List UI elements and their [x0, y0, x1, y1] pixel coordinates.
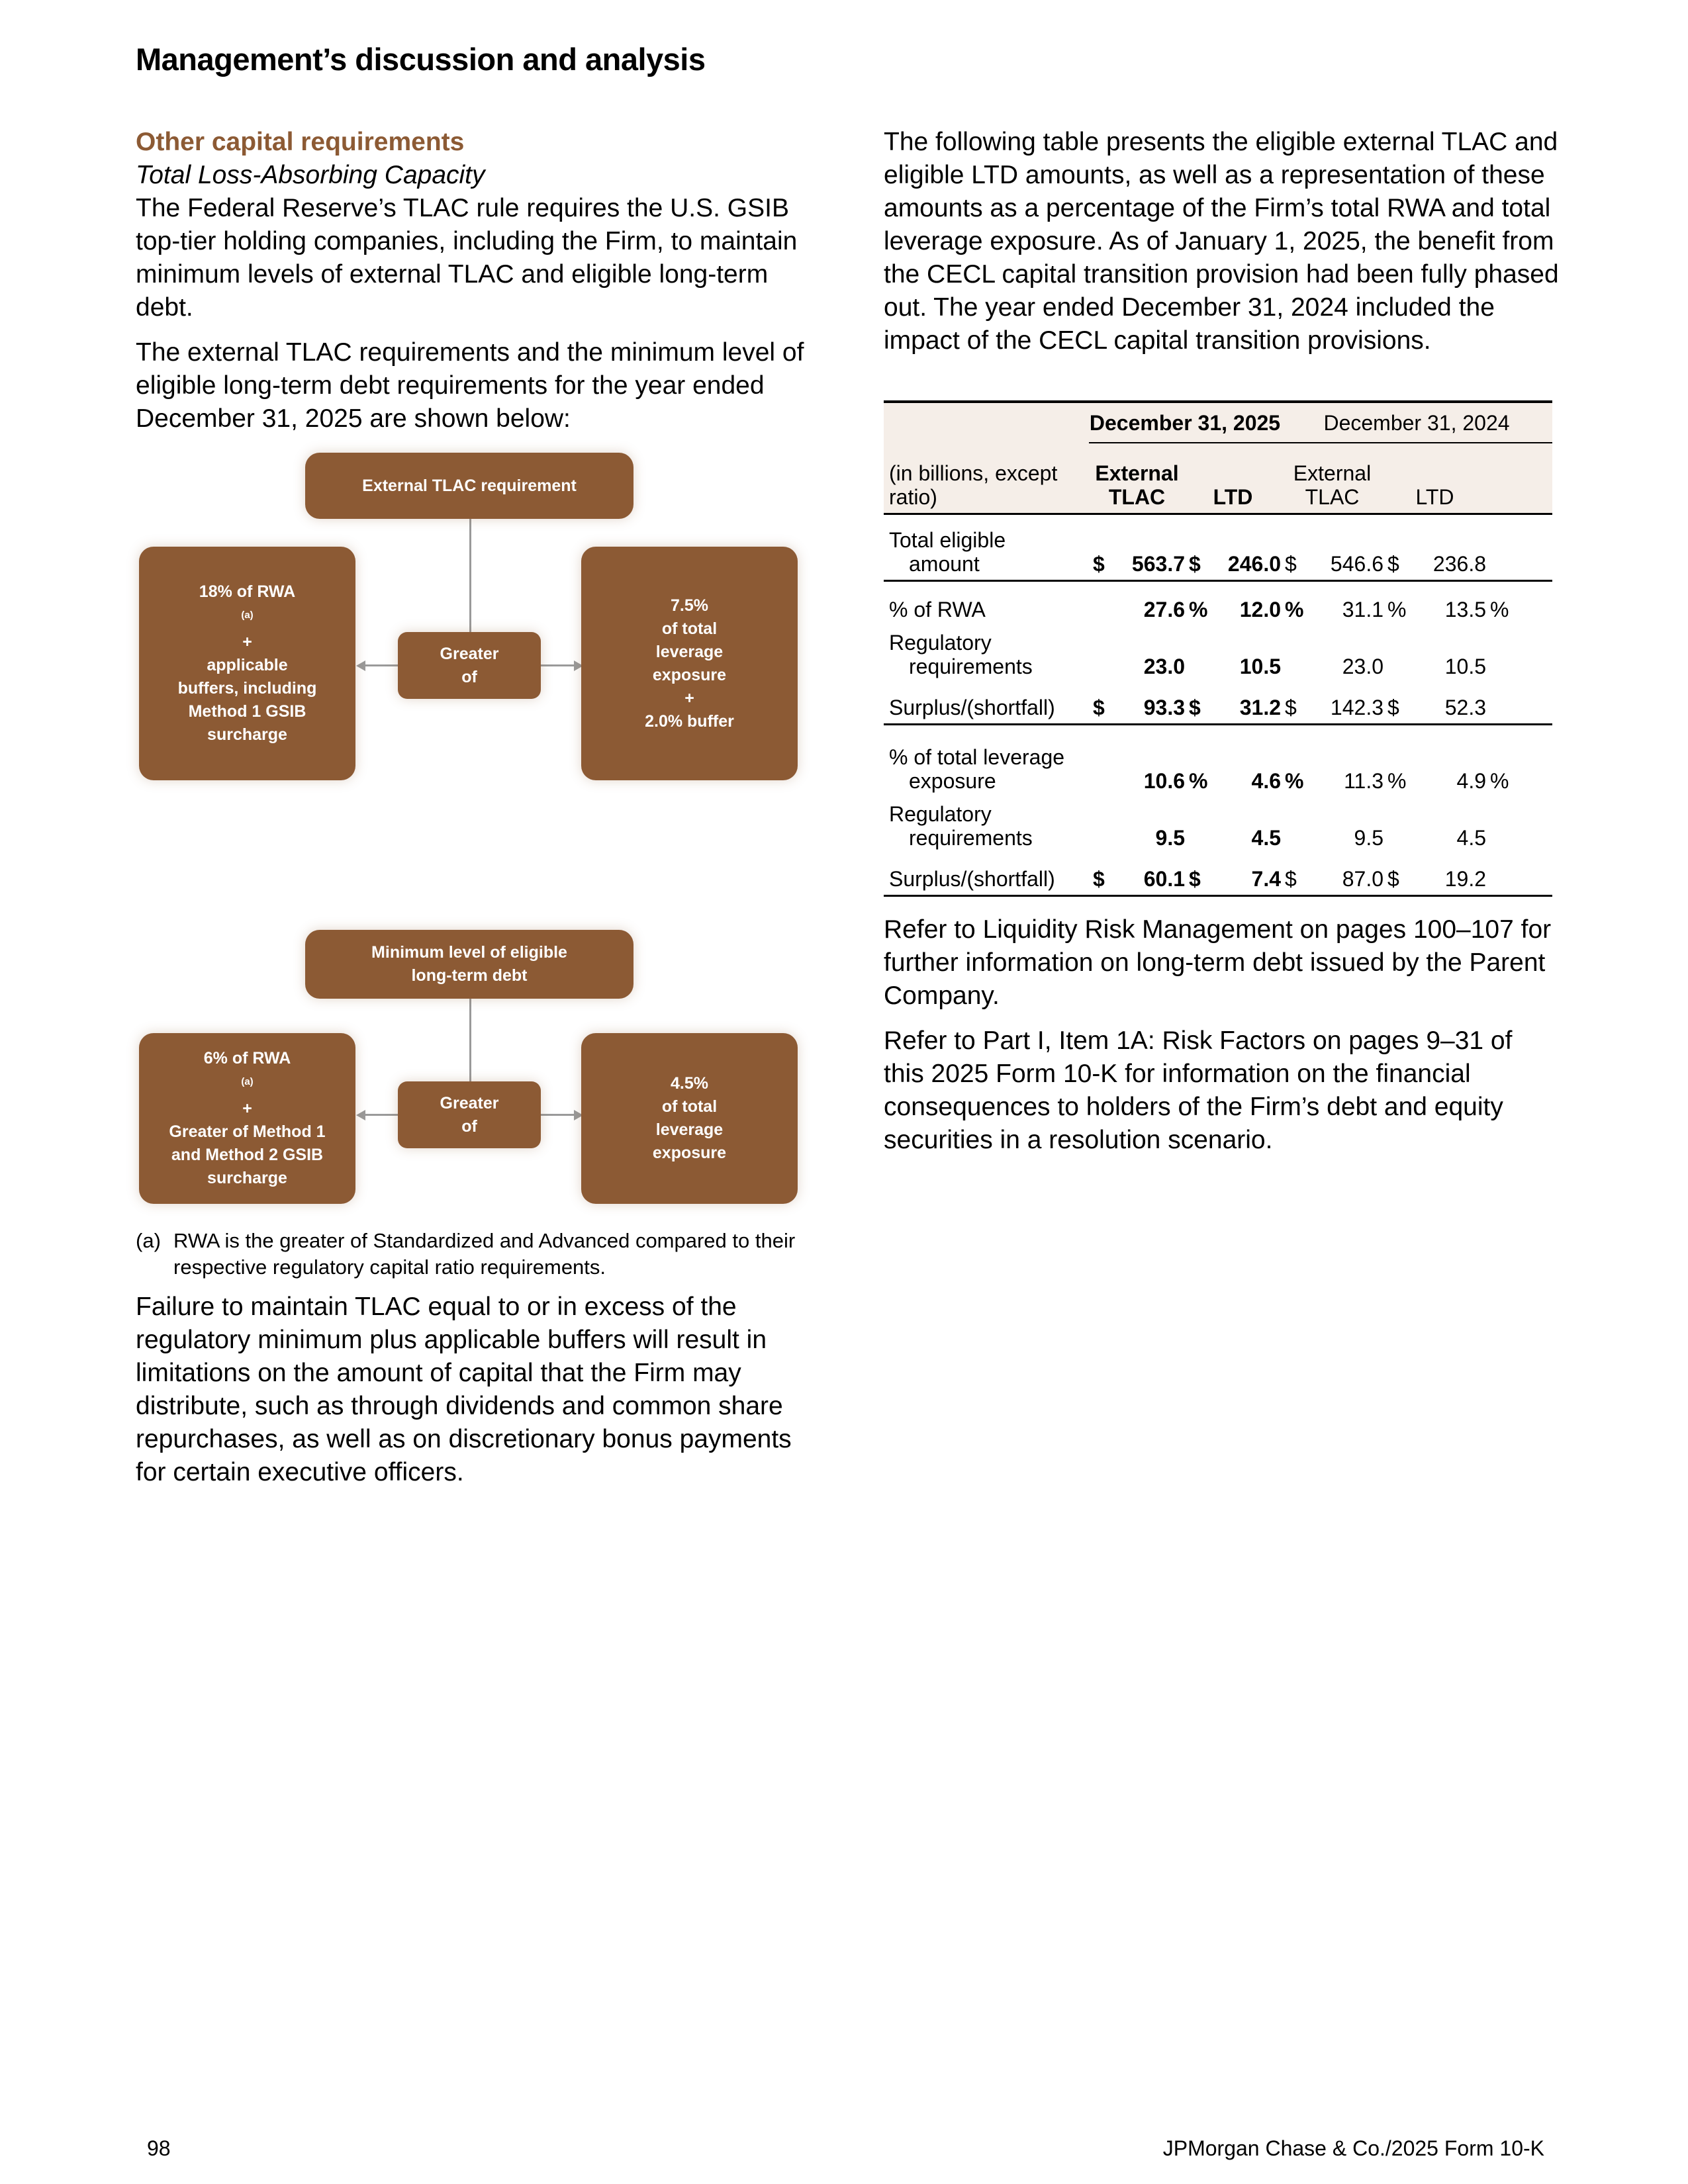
right-column-bottom [884, 913, 1559, 1169]
footer-title: JPMorgan Chase & Co./2025 Form 10-K [1162, 2136, 1544, 2160]
table-row: Regulatory requirements 23.0 10.5 23.0 10.5 [889, 631, 1486, 678]
tlac-table [884, 400, 1552, 897]
table-row: Total eligible amount $ 563.7 $ 246.0 $ 546.6 $ 236.8 [884, 514, 1552, 581]
diagram-top-box: External TLAC requirement [305, 453, 633, 519]
footnote-text: RWA is the greater of Standardized and Advanced compared to their respective regulatory capital ratio requirements. [173, 1229, 796, 1279]
diagram-right-box: 7.5% of total leverage exposure + 2.0% buffer [581, 547, 798, 780]
diagram-right-box: 4.5% of total leverage exposure [581, 1033, 798, 1204]
footnote [136, 1228, 811, 1281]
paragraph: The following table presents the eligible external TLAC and eligible LTD amounts, as well as a representation of these amounts as a percentage of the Firm’s total RWA and total leverage exposure. As of January 1, 2025, the benefit from the CECL capital transition provision had been fully phased out. The year ended December 31, 2024 included the impact of the CECL capital transition provisions. [884, 128, 1559, 355]
period-2025: December 31, 2025 [1089, 402, 1281, 443]
footnote-marker: (a) [136, 1229, 161, 1252]
arrow-left-icon [356, 660, 365, 671]
connector-line [361, 1114, 400, 1116]
table-row: Surplus/(shortfall) $ 93.3 $ 31.2 $ 142.3 $ 52.3 [884, 678, 1552, 725]
table-row: % of total leverage exposure 10.6 % 4.6 % 11.3 % 4.9 % [889, 745, 1509, 793]
connector-line [361, 664, 400, 666]
table-period-header [884, 402, 1552, 443]
paragraph: Refer to Part I, Item 1A: Risk Factors on pages 9–31 of this 2025 Form 10-K for information on the financial consequences to holders of the Firm’s debt and equity securities in a resolution scenario. [884, 1026, 1513, 1154]
paragraph: The external TLAC requirements and the minimum level of eligible long-term debt requirements for the year ended December 31, 2025 are shown below: [136, 338, 804, 433]
page-number: 98 [147, 2136, 171, 2160]
diagram-middle-box: Greater of [398, 1081, 541, 1148]
paragraph: The Federal Reserve’s TLAC rule requires the U.S. GSIB top-tier holding companies, including the Firm, to maintain minimum levels of external TLAC and eligible long-term debt. [136, 194, 798, 322]
table-row: Surplus/(shortfall) $ 60.1 $ 7.4 $ 87.0 $ 19.2 [884, 850, 1552, 896]
connector-line [541, 1114, 574, 1116]
table-row: % of RWA 27.6 % 12.0 % 31.1 % 13.5 % [889, 598, 1509, 621]
diagram-left-box: 6% of RWA $^{(a)}$ + Greater of Method 1 and Method 2 GSIB surcharge [139, 1033, 355, 1204]
tlac-requirement-diagram [136, 450, 804, 794]
right-column-intro [884, 126, 1559, 369]
period-2024: December 31, 2024 [1281, 402, 1552, 443]
paragraph: Failure to maintain TLAC equal to or in excess of the regulatory minimum plus applicable buffers will result in limitations on the amount of capital that the Firm may distribute, such as through dividends and common share repurchases, as well as on discretionary bonus payments for certain executive officers. [136, 1293, 792, 1486]
diagram-left-box: 18% of RWA $^{(a)}$ + applicable buffers, including Method 1 GSIB surcharge [139, 547, 355, 780]
section-heading: Other capital requirements [136, 128, 465, 156]
connector-line [541, 664, 574, 666]
arrow-left-icon [356, 1110, 365, 1120]
diagram-middle-box: Greater of [398, 632, 541, 699]
subheading: Total Loss-Absorbing Capacity [136, 161, 485, 189]
table-column-header: (in billions, except ratio) External TLAC LTD External TLAC LTD [884, 443, 1552, 514]
ltd-requirement-diagram [136, 930, 804, 1208]
paragraph: Refer to Liquidity Risk Management on pages 100–107 for further information on long-term debt issued by the Parent Company. [884, 915, 1552, 1010]
left-column [136, 126, 818, 447]
table-row: Regulatory requirements 9.5 4.5 9.5 4.5 [889, 802, 1486, 850]
page-title: Management’s discussion and analysis [136, 42, 706, 77]
left-column-bottom [136, 1291, 818, 1501]
diagram-top-box: Minimum level of eligible long-term debt [305, 930, 633, 999]
